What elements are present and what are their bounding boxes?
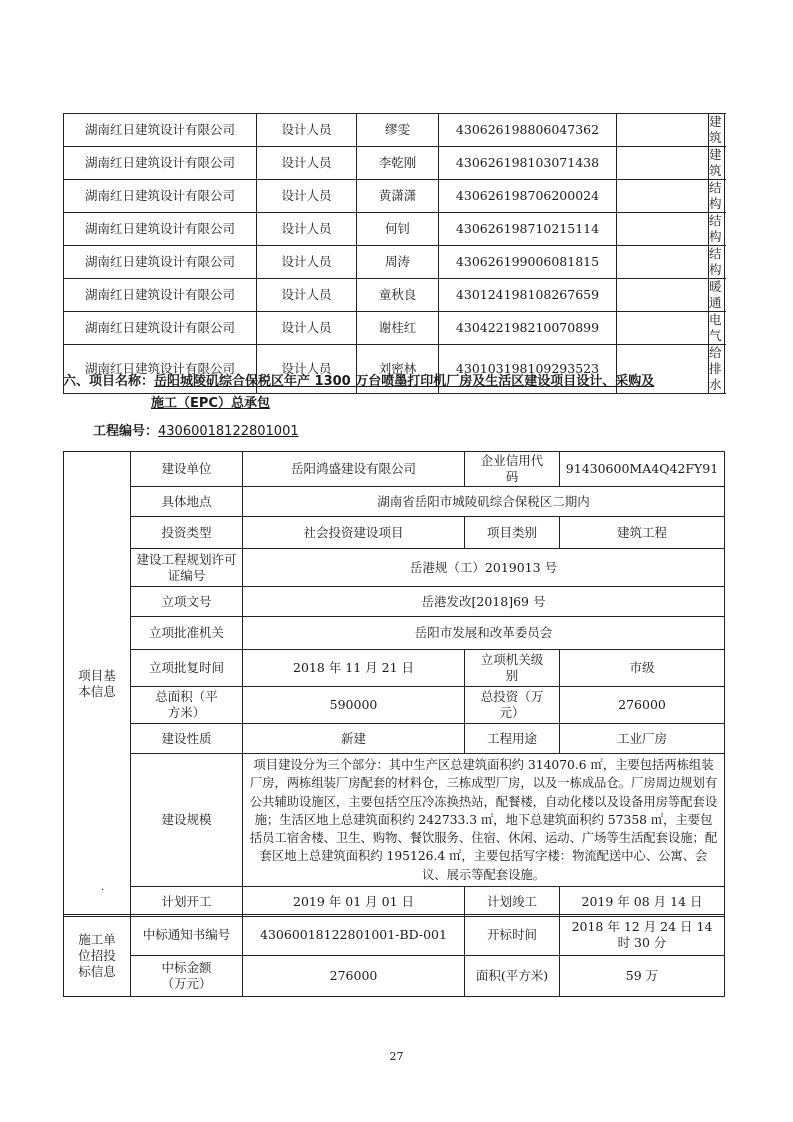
group-bid-info: 施工单位招投标信息 [64,915,131,997]
personnel-name: 缪雯 [357,114,439,147]
nature-label: 建设性质 [131,724,243,754]
personnel-specialty: 暖通 [709,279,725,312]
org-level-label: 立项机关级别 [465,650,560,687]
total-invest-label: 总投资（万元） [465,687,560,724]
personnel-specialty: 结构 [709,180,725,213]
approval-doc: 岳港发改[2018]69 号 [243,587,725,617]
project-info-table [63,451,725,917]
personnel-id: 430422198210070899 [439,312,617,345]
personnel-blank [617,213,709,246]
credit-label: 企业信用代码 [465,452,560,487]
personnel-blank [617,279,709,312]
bid-open-label: 开标时间 [465,915,560,956]
category: 建筑工程 [560,517,725,549]
page-number: 27 [389,1050,404,1063]
personnel-role: 设计人员 [257,147,357,180]
personnel-id: 430103198109293523 [439,345,617,394]
usage: 工业厂房 [560,724,725,754]
personnel-name: 黄潇潇 [357,180,439,213]
personnel-name: 刘密林 [357,345,439,394]
location: 湖南省岳阳市城陵矶综合保税区二期内 [243,487,725,517]
personnel-company: 湖南红日建筑设计有限公司 [64,345,257,394]
personnel-row [64,180,725,213]
approval-time-label: 立项批复时间 [131,650,243,687]
personnel-name: 李乾刚 [357,147,439,180]
bid-amount: 276000 [243,956,465,997]
personnel-row [64,213,725,246]
personnel-specialty: 给排水 [709,345,725,394]
credit-code: 91430600MA4Q42FY91 [560,452,725,487]
build-unit-label: 建设单位 [131,452,243,487]
total-invest: 276000 [560,687,725,724]
area-label: 总面积（平方米） [131,687,243,724]
personnel-role: 设计人员 [257,246,357,279]
bid-info-table [63,914,725,997]
personnel-specialty: 电气 [709,312,725,345]
personnel-name: 童秋良 [357,279,439,312]
personnel-row [64,147,725,180]
stray-dot: · [101,885,105,896]
category-label: 项目类别 [465,517,560,549]
location-label: 具体地点 [131,487,243,517]
area: 590000 [243,687,465,724]
approval-time: 2018 年 11 月 21 日 [243,650,465,687]
project-name-line2: 施工（EPC）总承包 [151,396,270,411]
personnel-row [64,312,725,345]
permit-label: 建设工程规划许可证编号 [131,549,243,587]
personnel-table [63,113,725,394]
project-name-line1: 岳阳城陵矶综合保税区年产 1300 万台喷墨打印机厂房及生活区建设项目设计、采购及 [154,374,655,389]
personnel-blank [617,312,709,345]
personnel-name: 谢桂红 [357,312,439,345]
plan-start-label: 计划开工 [131,887,243,917]
personnel-company: 湖南红日建筑设计有限公司 [64,246,257,279]
personnel-id: 430626198103071438 [439,147,617,180]
section-title [63,371,743,415]
personnel-blank [617,180,709,213]
approval-doc-label: 立项文号 [131,587,243,617]
personnel-role: 设计人员 [257,279,357,312]
nature: 新建 [243,724,465,754]
build-unit: 岳阳鸿盛建设有限公司 [243,452,465,487]
personnel-role: 设计人员 [257,180,357,213]
personnel-specialty: 结构 [709,213,725,246]
engineering-number [93,420,299,439]
personnel-role: 设计人员 [257,213,357,246]
personnel-specialty: 结构 [709,246,725,279]
notice-number: 43060018122801001-BD-001 [243,915,465,956]
personnel-blank [617,147,709,180]
personnel-role: 设计人员 [257,114,357,147]
usage-label: 工程用途 [465,724,560,754]
eng-number-value: 43060018122801001 [158,424,299,439]
approval-org-label: 立项批准机关 [131,617,243,650]
personnel-row [64,114,725,147]
personnel-company: 湖南红日建筑设计有限公司 [64,279,257,312]
personnel-id: 430124198108267659 [439,279,617,312]
personnel-role: 设计人员 [257,312,357,345]
invest-type: 社会投资建设项目 [243,517,465,549]
personnel-id: 430626199006081815 [439,246,617,279]
bid-amount-label: 中标金额（万元） [131,956,243,997]
personnel-specialty: 建筑 [709,114,725,147]
notice-label: 中标通知书编号 [131,915,243,956]
bid-area: 59 万 [560,956,725,997]
personnel-company: 湖南红日建筑设计有限公司 [64,147,257,180]
plan-end-label: 计划竣工 [465,887,560,917]
scale-label: 建设规模 [131,754,243,887]
personnel-id: 430626198806047362 [439,114,617,147]
personnel-id: 430626198710215114 [439,213,617,246]
personnel-row [64,246,725,279]
scale-description: 项目建设分为三个部分：其中生产区总建筑面积约 314070.6 ㎡，主要包括两栋组装厂房，两栋组装厂房配套的材料仓，三栋成型厂房，以及一栋成品仓。厂房周边规划有公共辅助设施区，主要包括空压冷冻换热站，配餐楼，自动化楼以及设备用房等配套设施；生活区地上总建筑面积约 242733.3 ㎡，地下总建筑面积约 57358 ㎡，主要包括员工宿舍楼、卫生、购物、餐饮服务、住宿、休闲、运动、广场等生活配套设施；配套区地上总建筑面积约 195126.4 ㎡，主要包括写字楼：物流配送中心、公寓、会议、展示等配套设施。 [243,754,725,887]
eng-number-label: 工程编号： [93,424,159,439]
personnel-company: 湖南红日建筑设计有限公司 [64,180,257,213]
bid-area-label: 面积(平方米) [465,956,560,997]
plan-start: 2019 年 01 月 01 日 [243,887,465,917]
personnel-blank [617,246,709,279]
group-basic-info: 项目基本信息 [64,452,131,917]
personnel-id: 430626198706200024 [439,180,617,213]
invest-type-label: 投资类型 [131,517,243,549]
personnel-row [64,279,725,312]
personnel-company: 湖南红日建筑设计有限公司 [64,213,257,246]
personnel-blank [617,114,709,147]
personnel-name: 何钊 [357,213,439,246]
org-level: 市级 [560,650,725,687]
personnel-company: 湖南红日建筑设计有限公司 [64,312,257,345]
personnel-company: 湖南红日建筑设计有限公司 [64,114,257,147]
approval-org: 岳阳市发展和改革委员会 [243,617,725,650]
personnel-specialty: 建筑 [709,147,725,180]
bid-open-time: 2018 年 12 月 24 日 14 时 30 分 [560,915,725,956]
personnel-name: 周涛 [357,246,439,279]
personnel-role: 设计人员 [257,345,357,394]
section-prefix: 六、项目名称： [63,374,155,389]
plan-end: 2019 年 08 月 14 日 [560,887,725,917]
permit-number: 岳港规（工）2019013 号 [243,549,725,587]
